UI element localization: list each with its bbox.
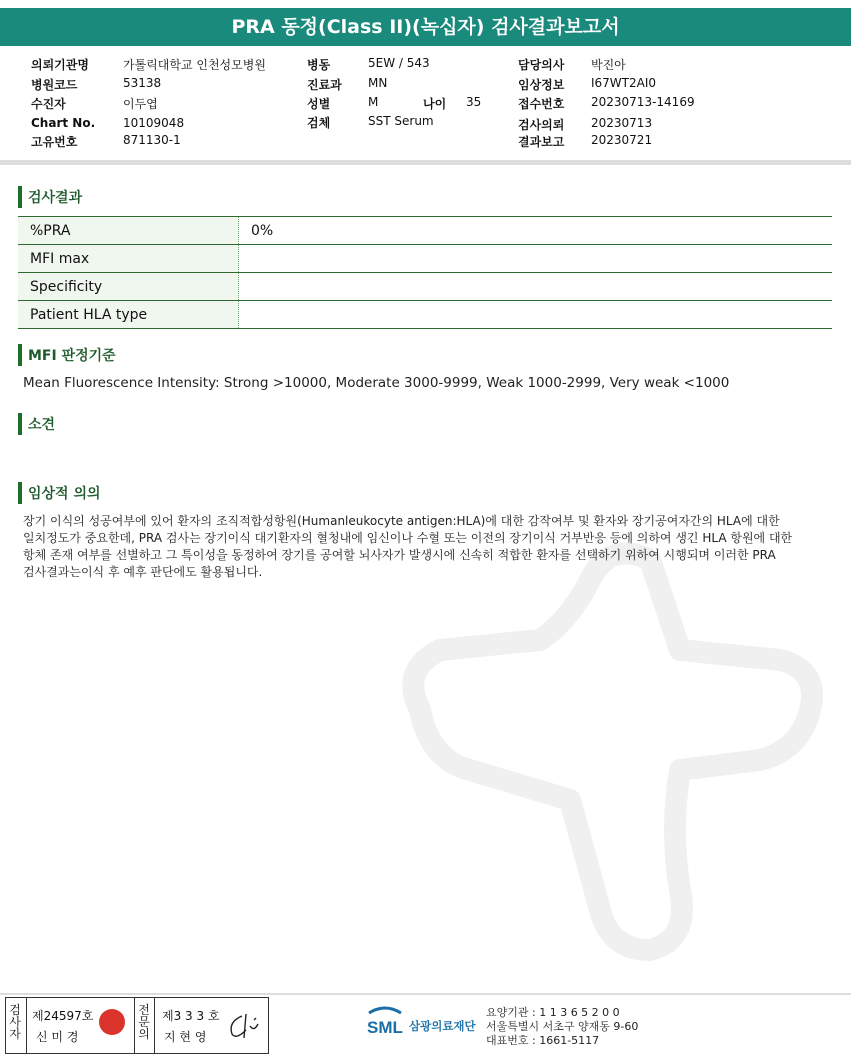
- chart-no-value: 10109048: [123, 116, 185, 130]
- hospital-code-value: 53138: [123, 76, 162, 90]
- patient-value: 이두엽: [123, 97, 158, 111]
- reviewer-license: 제3 3 3 호: [162, 1009, 220, 1023]
- result-key: Specificity: [18, 273, 239, 301]
- seal-stamp: [99, 1009, 125, 1035]
- table-row: [18, 245, 832, 273]
- specimen-value: SST Serum: [368, 114, 434, 128]
- org-info: [486, 1006, 638, 1048]
- hospital-code-label: 병원코드: [31, 78, 78, 92]
- clinical-heading: 임상적 의의: [18, 482, 101, 504]
- header-divider: [0, 160, 851, 165]
- mfi-criteria-text: Mean Fluorescence Intensity: Strong >10000, Moderate 3000-9999, Weak 1000-2999, Very weak <1000: [23, 375, 730, 391]
- result-key: %PRA: [18, 217, 239, 245]
- svg-text:SML: SML: [367, 1018, 403, 1037]
- reviewer-label: 전 문 의: [138, 1003, 150, 1041]
- org-name: 삼광의료재단: [409, 1019, 476, 1033]
- reviewer-name: 지 현 영: [164, 1030, 207, 1044]
- ward-value: 5EW / 543: [368, 56, 430, 70]
- receipt-no-value: 20230713-14169: [591, 95, 695, 109]
- patient-label: 수진자: [31, 97, 66, 111]
- result-key: Patient HLA type: [18, 301, 239, 329]
- signature-box: [5, 997, 269, 1054]
- request-date-value: 20230713: [591, 116, 653, 130]
- table-row: [18, 217, 832, 245]
- request-date-label: 검사의뢰: [518, 118, 565, 132]
- doctor-label: 담당의사: [518, 58, 565, 72]
- result-value: [239, 273, 833, 301]
- unique-no-value: 871130-1: [123, 133, 181, 147]
- results-heading: 검사결과: [18, 186, 82, 208]
- tester-license: 제24597호: [32, 1009, 94, 1023]
- institution-value: 가톨릭대학교 인천성모병원: [123, 58, 266, 72]
- opinion-heading: 소견: [18, 413, 55, 435]
- result-value: [239, 301, 833, 329]
- results-table: [18, 216, 832, 329]
- tester-name: 신 미 경: [36, 1030, 79, 1044]
- age-value: 35: [466, 95, 482, 109]
- result-value: 0%: [239, 217, 833, 245]
- footer-divider: [0, 993, 851, 995]
- clinical-line: 항체 존재 여부를 선별하고 그 특이성을 동정하여 장기를 공여할 뇌사자가 발생시에 신속히 적합한 환자를 선택하기 위하여 시행되며 이러한 PRA: [23, 548, 776, 562]
- table-row: [18, 301, 832, 329]
- clinical-significance-text: [23, 513, 813, 581]
- specimen-label: 검체: [307, 116, 331, 130]
- institution-label: 의뢰기관명: [31, 58, 89, 72]
- age-label: 나이: [423, 97, 447, 111]
- report-date-label: 결과보고: [518, 135, 565, 149]
- receipt-no-label: 접수번호: [518, 97, 565, 111]
- org-info-line: 대표번호 : 1661-5117: [486, 1034, 600, 1047]
- department-value: MN: [368, 76, 388, 90]
- sex-value: M: [368, 95, 379, 109]
- clinical-line: 검사결과는이식 후 예후 판단에도 활용됩니다.: [23, 565, 263, 579]
- tester-label: 검 사 자: [9, 1003, 21, 1041]
- clinical-info-value: I67WT2AI0: [591, 76, 657, 90]
- result-value: [239, 245, 833, 273]
- org-info-line: 요양기관 : 1 1 3 6 5 2 0 0: [486, 1006, 620, 1019]
- sex-label: 성별: [307, 97, 331, 111]
- table-row: [18, 273, 832, 301]
- department-label: 진료과: [307, 78, 342, 92]
- unique-no-label: 고유번호: [31, 135, 78, 149]
- mfi-heading: MFI 판정기준: [18, 344, 116, 366]
- clinical-line: 일치정도가 중요한데, PRA 검사는 장기이식 대기환자의 혈청내에 임신이나 수혈 또는 이전의 장기이식 거부반응 등에 의하여 생긴 HLA 항원에 대한: [23, 531, 793, 545]
- org-info-line: 서울특별시 서초구 양재동 9-60: [486, 1020, 639, 1033]
- clinical-line: 장기 이식의 성공여부에 있어 환자의 조직적합성항원(Humanleukocyte antigen:HLA)에 대한 감작여부 및 환자와 장기공여자간의 HLA에 대한: [23, 514, 780, 528]
- clinical-info-label: 임상정보: [518, 78, 565, 92]
- ward-label: 병동: [307, 58, 331, 72]
- signature: [224, 1012, 264, 1042]
- chart-no-label: Chart No.: [31, 116, 96, 130]
- report-title: PRA 동정(Class II)(녹십자) 검사결과보고서: [0, 8, 851, 46]
- result-key: MFI max: [18, 245, 239, 273]
- doctor-value: 박진아: [591, 58, 626, 72]
- report-date-value: 20230721: [591, 133, 653, 147]
